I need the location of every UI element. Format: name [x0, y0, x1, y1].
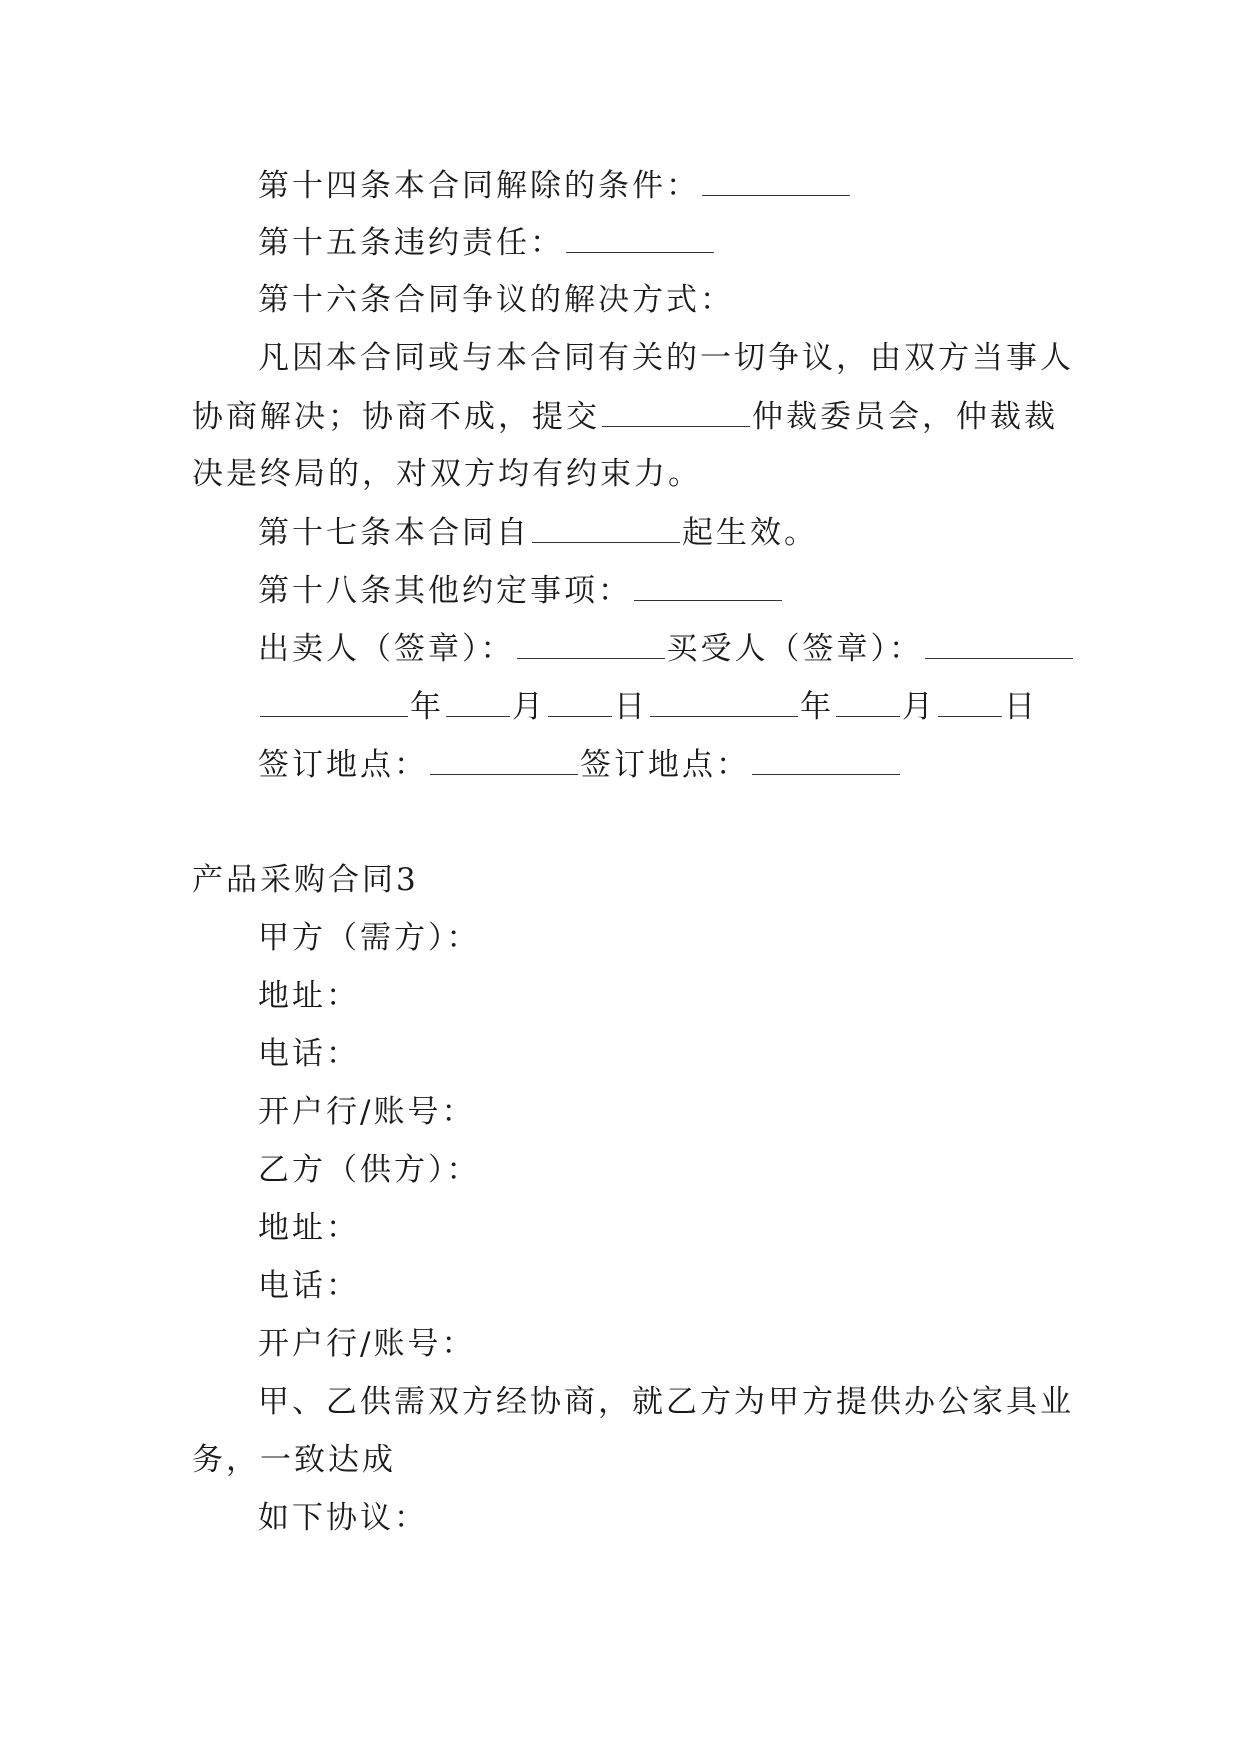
month-label-2: 月	[902, 689, 936, 725]
party-b-address-label: 地址：	[258, 1210, 360, 1246]
seller-month-blank	[446, 686, 510, 717]
party-b-phone-label: 电话：	[258, 1268, 360, 1304]
seller-label: 出卖人（签章）：	[258, 631, 515, 667]
signing-place-label-1: 签订地点：	[258, 747, 428, 783]
dispute-line-2	[192, 396, 1058, 437]
article-18-text: 第十八条其他约定事项：	[258, 573, 632, 609]
dispute-text-1: 凡因本合同或与本合同有关的一切争议，由双方当事人	[258, 340, 1074, 376]
seller-blank	[517, 628, 665, 659]
intro-text-2: 务，一致达成	[192, 1442, 396, 1478]
article-15-blank	[566, 222, 714, 253]
year-label-2: 年	[800, 689, 834, 725]
date-line	[258, 686, 1038, 727]
contract-3-title	[192, 860, 419, 900]
article-14-text: 第十四条本合同解除的条件：	[258, 168, 700, 204]
dispute-line-1	[258, 338, 1074, 378]
party-b-bank-line	[258, 1324, 475, 1364]
article-17-blank	[532, 512, 680, 543]
dispute-text-3: 决是终局的，对双方均有约束力。	[192, 456, 702, 492]
party-b-line	[258, 1150, 481, 1190]
article-14-blank	[702, 165, 850, 196]
intro-line-3	[258, 1498, 428, 1538]
party-a-phone-line	[258, 1034, 360, 1074]
arbitration-blank	[602, 396, 750, 427]
article-17-text-a: 第十七条本合同自	[258, 515, 530, 551]
article-17-line	[258, 512, 818, 553]
party-b-label: 乙方（供方）：	[258, 1152, 481, 1188]
signing-place-blank-1	[430, 744, 578, 775]
article-18-blank	[634, 570, 782, 601]
party-a-phone-label: 电话：	[258, 1036, 360, 1072]
buyer-day-blank	[938, 686, 1002, 717]
intro-text-1: 甲、乙供需双方经协商，就乙方为甲方提供办公家具业	[258, 1384, 1074, 1420]
signing-place-blank-2	[752, 744, 900, 775]
buyer-blank	[925, 628, 1073, 659]
seller-day-blank	[548, 686, 612, 717]
article-18-line	[258, 570, 784, 611]
article-14-line	[258, 165, 852, 206]
intro-line-1	[258, 1382, 1074, 1422]
intro-line-2	[192, 1440, 396, 1480]
article-16-text: 第十六条合同争议的解决方式：	[258, 282, 734, 318]
article-15-line	[258, 222, 716, 263]
party-a-bank-line	[258, 1092, 475, 1132]
party-a-address-line	[258, 976, 360, 1016]
article-16-heading	[258, 280, 734, 320]
signature-line	[258, 628, 1075, 669]
party-a-label: 甲方（需方）：	[258, 920, 481, 956]
party-a-address-label: 地址：	[258, 978, 360, 1014]
intro-text-3: 如下协议：	[258, 1500, 428, 1536]
party-b-address-line	[258, 1208, 360, 1248]
month-label-1: 月	[512, 689, 546, 725]
contract-3-title-text: 产品采购合同3	[192, 862, 419, 898]
party-b-bank-label: 开户行/账号：	[258, 1326, 476, 1362]
day-label-1: 日	[614, 689, 648, 725]
signing-place-line	[258, 744, 902, 785]
seller-year-blank	[260, 686, 408, 717]
party-b-phone-line	[258, 1266, 360, 1306]
dispute-line-3	[192, 454, 702, 494]
year-label-1: 年	[410, 689, 444, 725]
dispute-text-2b: 仲裁委员会，仲裁裁	[752, 399, 1058, 435]
day-label-2: 日	[1004, 689, 1038, 725]
dispute-text-2a: 协商解决；协商不成，提交	[192, 399, 600, 435]
party-a-bank-label: 开户行/账号：	[258, 1094, 476, 1130]
party-a-line	[258, 918, 481, 958]
buyer-year-blank	[650, 686, 798, 717]
article-17-text-b: 起生效。	[682, 515, 818, 551]
article-15-text: 第十五条违约责任：	[258, 225, 564, 261]
signing-place-label-2: 签订地点：	[580, 747, 750, 783]
buyer-month-blank	[836, 686, 900, 717]
buyer-label: 买受人（签章）：	[666, 631, 923, 667]
